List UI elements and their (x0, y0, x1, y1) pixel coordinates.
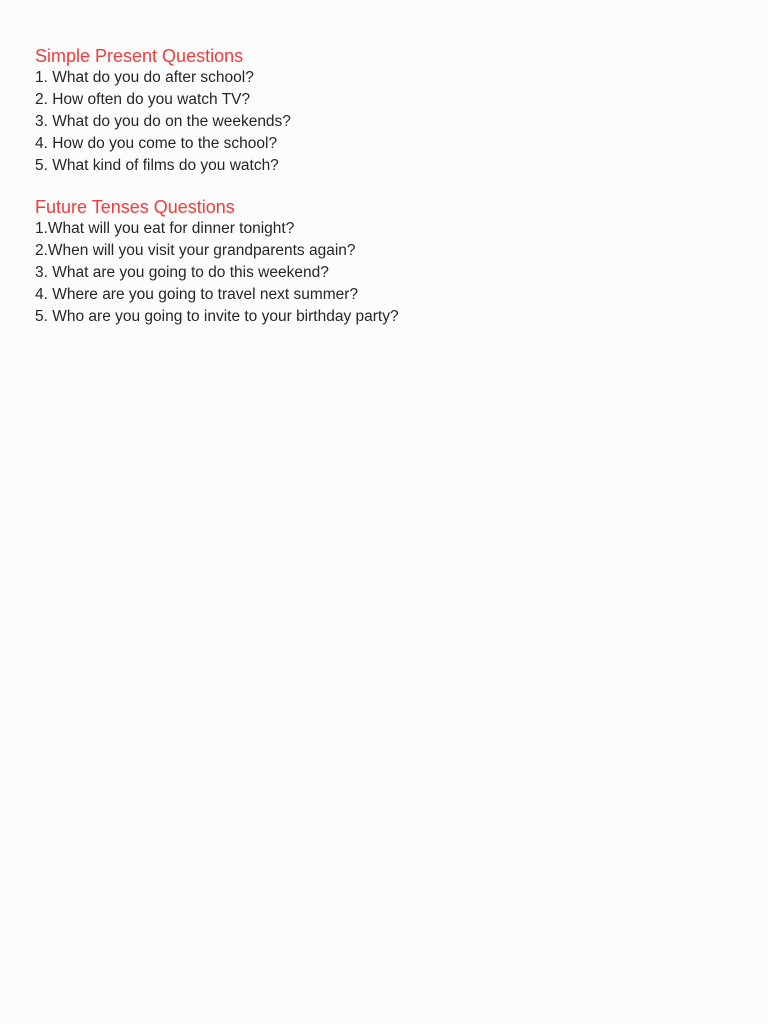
section-title: Future Tenses Questions (35, 197, 235, 217)
section-future-tenses (35, 196, 735, 328)
document-content (35, 45, 735, 328)
section-title: Simple Present Questions (35, 46, 244, 66)
question-item: 4. How do you come to the school? (35, 135, 278, 152)
question-item: 5. What kind of films do you watch? (35, 157, 279, 174)
question-item: 3. What do you do on the weekends? (35, 113, 291, 130)
question-item: 5. Who are you going to invite to your birthday party? (35, 308, 399, 325)
question-item: 4. Where are you going to travel next summer? (35, 286, 359, 303)
question-item: 1.What will you eat for dinner tonight? (35, 220, 295, 237)
question-item: 2. How often do you watch TV? (35, 91, 251, 108)
question-item: 3. What are you going to do this weekend? (35, 264, 329, 281)
question-item: 1. What do you do after school? (35, 69, 254, 86)
question-list (35, 218, 735, 328)
section-simple-present (35, 45, 735, 177)
question-item: 2.When will you visit your grandparents again? (35, 242, 356, 259)
question-list (35, 67, 735, 177)
